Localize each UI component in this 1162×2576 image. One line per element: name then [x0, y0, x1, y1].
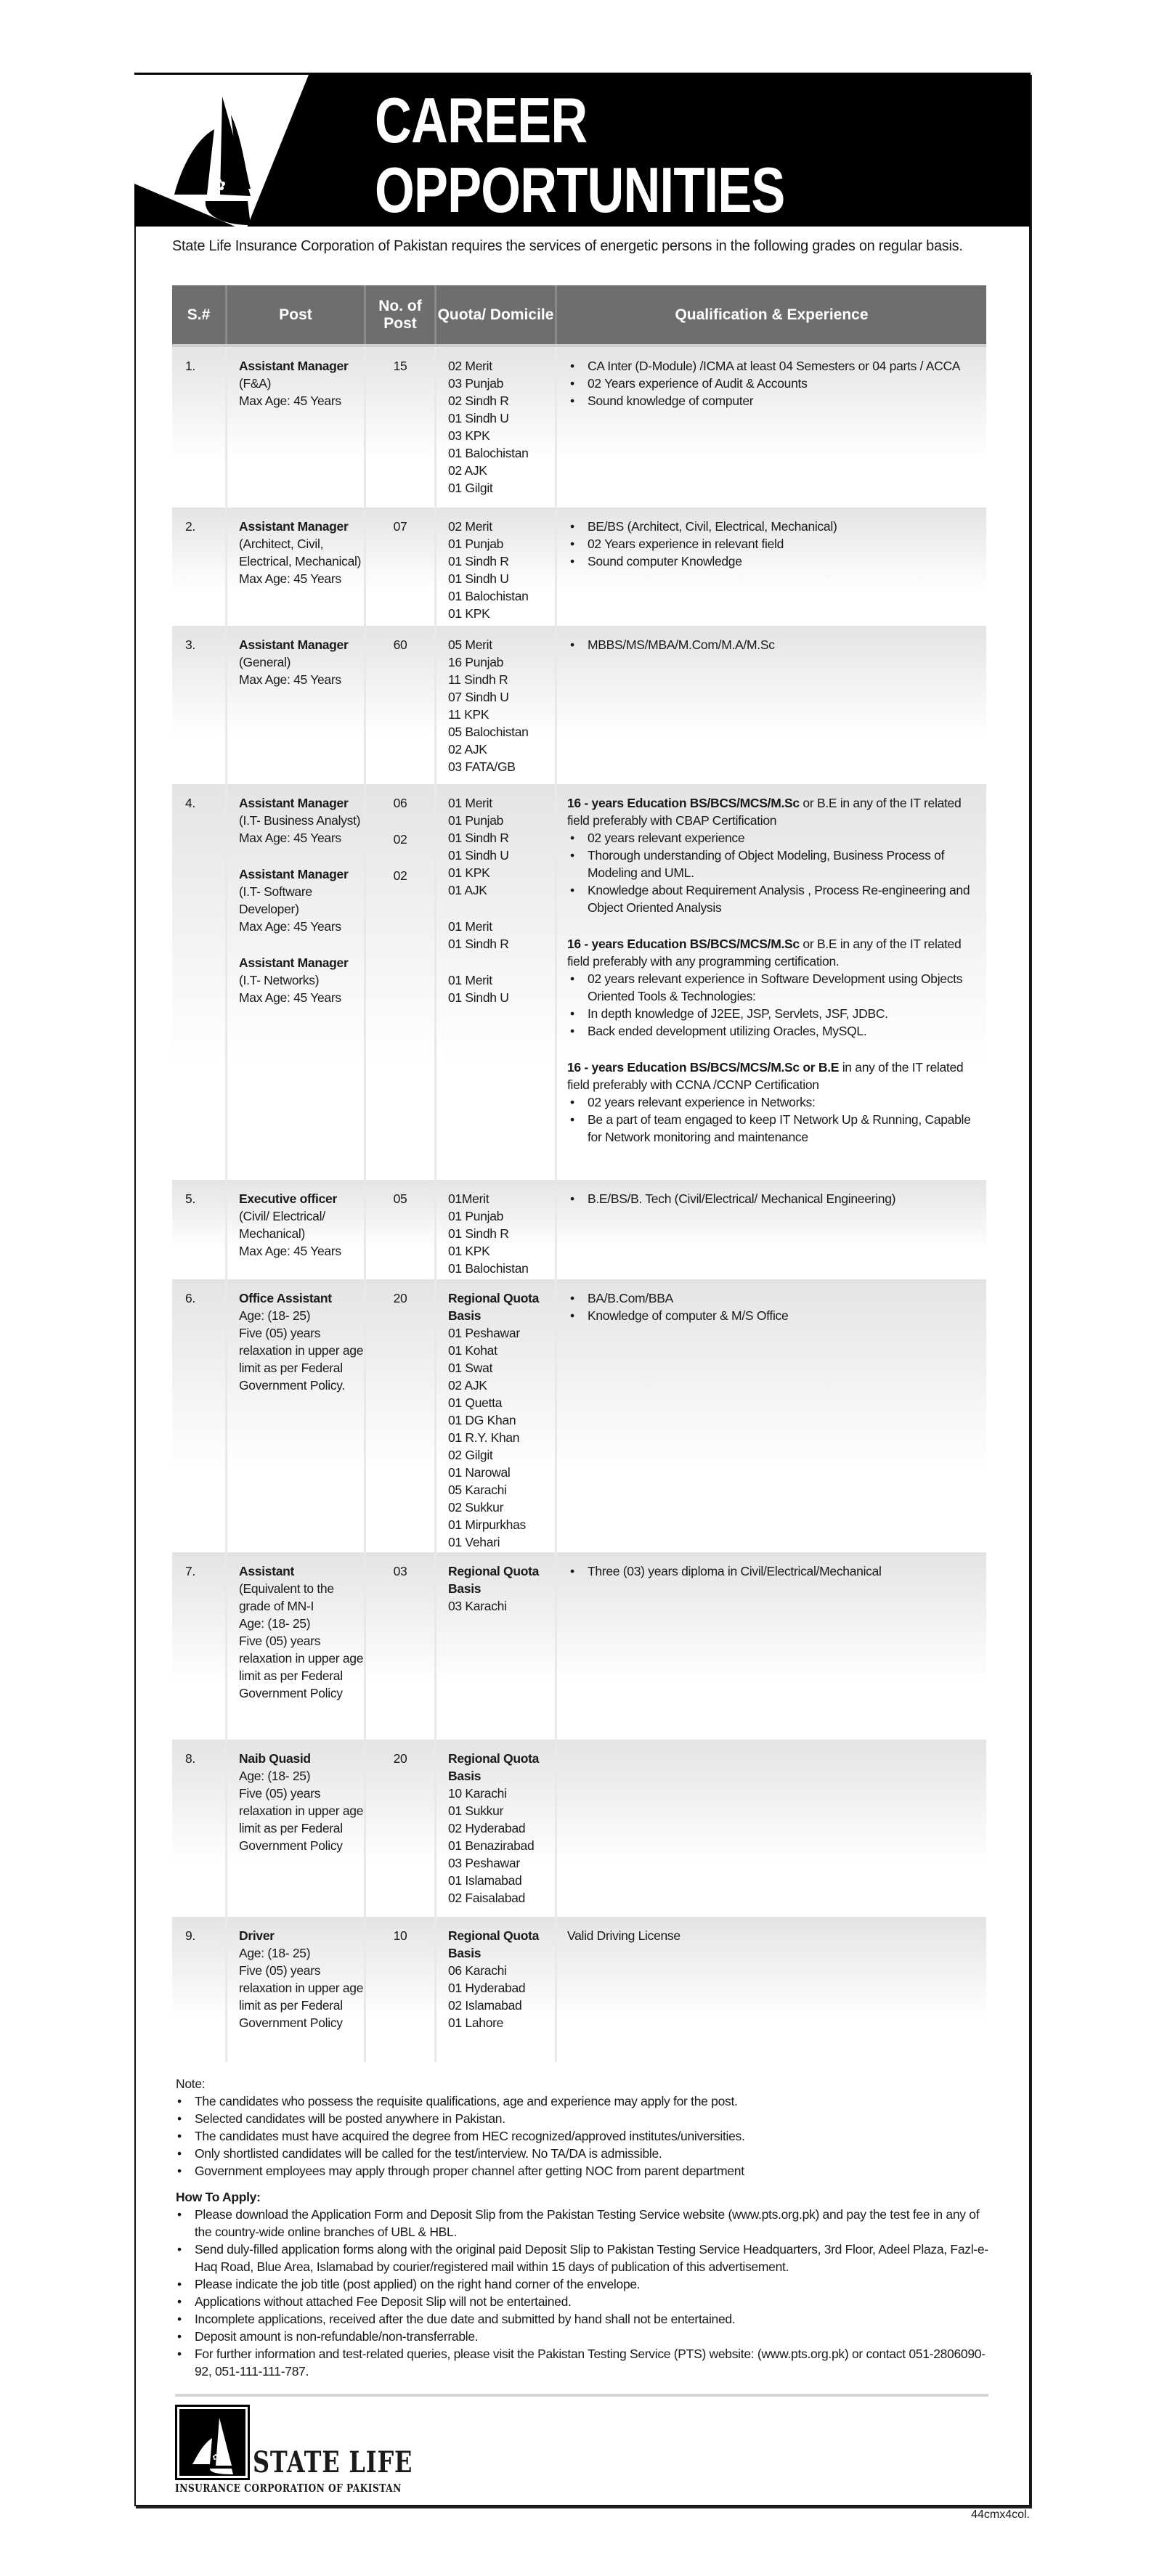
post-entry — [239, 865, 364, 935]
qualification-item: • 02 years relevant experience — [567, 829, 976, 847]
qualification-item: • 02 years relevant experience in Software Development using Objects Oriented Tools & Technologies: — [567, 970, 976, 1005]
post-detail: (Equivalent to the grade of MN-I — [239, 1581, 334, 1613]
qualification-item: • Knowledge of computer & M/S Office — [567, 1307, 976, 1324]
qualification-list — [567, 1190, 976, 1207]
quota-item: 01 Mirpurkhas — [448, 1517, 526, 1532]
qualification-cell — [557, 784, 986, 1180]
quota-entry — [448, 918, 555, 953]
quota-item: 01 Sindh R — [448, 937, 509, 951]
qualification-item: • B.E/BS/B. Tech (Civil/Electrical/ Mechanical Engineering) — [567, 1190, 976, 1207]
post-title: Office Assistant — [239, 1291, 332, 1305]
qualification-list — [567, 518, 976, 570]
post-count-cell — [366, 626, 436, 784]
quota-entry — [448, 518, 555, 622]
quota-item: 01 Narowal — [448, 1465, 511, 1480]
qualification-entry — [567, 1190, 976, 1207]
post-cell — [227, 1279, 366, 1552]
post-title: Assistant — [239, 1564, 295, 1578]
quota-item: 02 Faisalabad — [448, 1891, 526, 1905]
post-detail: Age: (18- 25) — [239, 1946, 311, 1960]
post-count: 10 — [393, 1928, 407, 1943]
post-detail: (General) — [239, 655, 291, 669]
quota-entry — [448, 1750, 555, 1907]
post-detail: (I.T- Software Developer) — [239, 884, 312, 916]
post-entry — [239, 1750, 364, 1854]
column-header-post: Post — [227, 285, 366, 344]
qualification-item: • MBBS/MS/MBA/M.Com/M.A/M.Sc — [567, 636, 976, 653]
table-row — [172, 784, 986, 1180]
post-detail: Five (05) years relaxation in upper age limit as per Federal Government Policy — [239, 1634, 364, 1700]
post-entry — [239, 518, 364, 587]
post-detail: Five (05) years relaxation in upper age limit as per Federal Government Policy — [239, 1963, 364, 2030]
post-title: Assistant Manager — [239, 637, 349, 652]
qualification-intro-text: or B.E in any of the IT related field preferably with any programming certification. — [567, 937, 962, 969]
post-detail: (I.T- Networks) — [239, 973, 320, 987]
post-detail: Max Age: 45 Years — [239, 571, 341, 586]
quota-item: 02 Sindh R — [448, 394, 509, 408]
svg-text:✿: ✿ — [212, 176, 227, 195]
qualification-item: • BE/BS (Architect, Civil, Electrical, Mechanical) — [567, 518, 976, 535]
quota-item: 01Merit — [448, 1191, 489, 1206]
quota-item: 01 Kohat — [448, 1343, 497, 1358]
qualification-item: • CA Inter (D-Module) /ICMA at least 04 Semesters or 04 parts / ACCA — [567, 357, 976, 375]
jobs-table — [172, 285, 986, 2062]
count-entry — [366, 831, 434, 848]
qualification-item: • Three (03) years diploma in Civil/Electrical/Mechanical — [567, 1562, 976, 1580]
count-entry — [366, 357, 434, 375]
quota-item: 11 Sindh R — [448, 672, 508, 687]
quota-item: 11 KPK — [448, 707, 489, 722]
post-detail: Age: (18- 25) — [239, 1616, 311, 1631]
how-to-apply-item: • Please download the Application Form and Deposit Slip from the Pakistan Testing Service website (www.pts.org.pk) and pay the test fee in any of the country-wide online branches of UBL & HBL. — [176, 2206, 989, 2241]
post-cell — [227, 1917, 366, 2062]
quota-item: 01 KPK — [448, 865, 490, 880]
qualification-item: • Be a part of team engaged to keep IT Network Up & Running, Capable for Network monitoring and maintenance — [567, 1111, 976, 1146]
how-to-apply-item: • Please indicate the job title (post applied) on the right hand corner of the envelope. — [176, 2275, 989, 2293]
qualification-intro-text: in any of the IT related field preferably with CCNA /CCNP Certification — [567, 1060, 964, 1092]
quota-entry — [448, 357, 555, 497]
footer-brand-subtitle: INSURANCE CORPORATION OF PAKISTAN — [175, 2482, 402, 2495]
quota-item: 01 Gilgit — [448, 481, 493, 495]
note-item: • The candidates who possess the requisite qualifications, age and experience may apply for the post. — [176, 2092, 989, 2110]
post-detail: Max Age: 45 Years — [239, 831, 341, 845]
quota-item: 07 Sindh U — [448, 690, 509, 704]
count-entry — [366, 1927, 434, 1944]
count-entry — [366, 1562, 434, 1580]
post-count: 60 — [393, 637, 407, 652]
quota-item: 10 Karachi — [448, 1786, 507, 1801]
count-entry — [366, 636, 434, 653]
table-row — [172, 508, 986, 626]
how-to-apply-item: • Applications without attached Fee Deposit Slip will not be entertained. — [176, 2293, 989, 2310]
quota-item: 01 Punjab — [448, 1209, 504, 1223]
quota-entry — [448, 971, 555, 1006]
post-count-cell — [366, 347, 436, 508]
post-count: 02 — [393, 832, 407, 847]
quota-item: 02 Gilgit — [448, 1448, 493, 1462]
title-line-1: CAREER — [375, 84, 588, 156]
quota-cell — [436, 1552, 557, 1740]
qualification-entry — [567, 1562, 976, 1580]
qualification-entry — [567, 935, 976, 1040]
post-cell — [227, 1180, 366, 1279]
qualification-intro — [567, 1059, 976, 1093]
quota-item: 01 Balochistan — [448, 1261, 529, 1276]
quota-item: 01 KPK — [448, 606, 490, 621]
post-title: Assistant Manager — [239, 867, 349, 881]
qualification-entry — [567, 636, 976, 653]
quota-item: 02 AJK — [448, 1378, 487, 1393]
table-row — [172, 1552, 986, 1740]
post-count: 20 — [393, 1751, 407, 1766]
how-to-apply-item: • For further information and test-related queries, please visit the Pakistan Testing Service (PTS) website: (www.pts.org.pk) or contact 051-2806090-92, 051-111-111-787. — [176, 2345, 989, 2380]
quota-item: 01 Punjab — [448, 813, 504, 828]
qualification-intro-bold: 16 - years Education BS/BCS/MCS/M.Sc — [567, 937, 800, 951]
how-to-apply-list — [176, 2206, 989, 2380]
table-row — [172, 347, 986, 508]
quota-item: 02 Islamabad — [448, 1998, 522, 2013]
quota-entry — [448, 1927, 555, 2031]
quota-item: 02 Sukkur — [448, 1500, 504, 1515]
post-title: Assistant Manager — [239, 796, 349, 810]
qualification-entry — [567, 518, 976, 570]
qualification-item: • Sound knowledge of computer — [567, 392, 976, 409]
post-cell — [227, 626, 366, 784]
serial-number-cell: 2. — [172, 508, 227, 626]
quota-header: Regional Quota Basis — [448, 1564, 540, 1596]
qualification-item: • Sound computer Knowledge — [567, 553, 976, 570]
post-entry — [239, 1190, 364, 1260]
qualification-cell — [557, 1552, 986, 1740]
quota-item: 03 FATA/GB — [448, 759, 516, 774]
notes-section — [176, 2075, 989, 2380]
post-detail: Max Age: 45 Years — [239, 919, 341, 934]
post-detail: Five (05) years relaxation in upper age limit as per Federal Government Policy — [239, 1786, 364, 1853]
quota-cell — [436, 1279, 557, 1552]
note-item: • Only shortlisted candidates will be called for the test/interview. No TA/DA is admissible. — [176, 2145, 989, 2162]
post-entry — [239, 636, 364, 688]
quota-cell — [436, 347, 557, 508]
state-life-logo-icon — [179, 2409, 245, 2476]
quota-entry — [448, 794, 555, 899]
qualification-list — [567, 1289, 976, 1324]
quota-item: 01 Sindh U — [448, 990, 509, 1005]
quota-item: 01 Peshawar — [448, 1326, 520, 1340]
quota-cell — [436, 784, 557, 1180]
qualification-list — [567, 1562, 976, 1580]
note-item: • Selected candidates will be posted anywhere in Pakistan. — [176, 2110, 989, 2127]
post-count: 07 — [393, 519, 407, 534]
post-detail: Age: (18- 25) — [239, 1769, 311, 1783]
quota-item: 16 Punjab — [448, 655, 504, 669]
post-entry — [239, 1289, 364, 1394]
serial-number-cell: 9. — [172, 1917, 227, 2062]
quota-item: 05 Karachi — [448, 1483, 507, 1497]
post-count: 02 — [393, 868, 407, 883]
page-title — [375, 86, 785, 225]
qualification-list — [567, 970, 976, 1040]
quota-item: 02 AJK — [448, 463, 487, 478]
post-detail: Age: (18- 25) — [239, 1308, 311, 1323]
qualification-entry — [567, 794, 976, 916]
quota-item: 01 AJK — [448, 883, 487, 897]
post-count: 15 — [393, 359, 407, 373]
serial-number-cell: 6. — [172, 1279, 227, 1552]
serial-number-cell: 5. — [172, 1180, 227, 1279]
qualification-cell — [557, 1180, 986, 1279]
quota-item: 06 Karachi — [448, 1963, 507, 1978]
note-item: • The candidates must have acquired the degree from HEC recognized/approved institutes/universities. — [176, 2127, 989, 2145]
quota-cell — [436, 626, 557, 784]
qualification-intro — [567, 935, 976, 970]
quota-header: Regional Quota Basis — [448, 1928, 540, 1960]
qualification-intro — [567, 794, 976, 829]
quota-item: 01 Merit — [448, 973, 492, 987]
table-row — [172, 1180, 986, 1279]
qualification-item: • In depth knowledge of J2EE, JSP, Servlets, JSF, JDBC. — [567, 1005, 976, 1022]
qualification-item: • 02 Years experience in relevant field — [567, 535, 976, 553]
qualification-intro-text: or B.E in any of the IT related field preferably with CBAP Certification — [567, 796, 962, 828]
quota-item: 01 Sindh R — [448, 1226, 509, 1241]
quota-item: 01 Benazirabad — [448, 1838, 535, 1853]
qualification-cell — [557, 1740, 986, 1917]
qualification-item: • 02 Years experience of Audit & Accounts — [567, 375, 976, 392]
quota-item: 01 Balochistan — [448, 446, 529, 460]
quota-item: 01 DG Khan — [448, 1413, 516, 1427]
post-detail: Max Age: 45 Years — [239, 990, 341, 1005]
quota-item: 05 Merit — [448, 637, 492, 652]
quota-item: 01 Balochistan — [448, 589, 529, 603]
post-count-cell — [366, 1180, 436, 1279]
quota-item: 01 Merit — [448, 919, 492, 934]
qualification-entry — [567, 1927, 976, 1944]
quota-item: 01 Quetta — [448, 1395, 503, 1410]
post-entry — [239, 357, 364, 409]
serial-number-cell: 1. — [172, 347, 227, 508]
post-cell — [227, 347, 366, 508]
post-cell — [227, 1740, 366, 1917]
serial-number-cell: 7. — [172, 1552, 227, 1740]
quota-item: 03 Peshawar — [448, 1856, 520, 1870]
post-title: Executive officer — [239, 1191, 337, 1206]
post-count-cell — [366, 784, 436, 1180]
qualification-item: • Knowledge about Requirement Analysis , Process Re-engineering and Object Oriented Analysis — [567, 881, 976, 916]
qualification-cell — [557, 347, 986, 508]
post-title: Assistant Manager — [239, 955, 349, 970]
quota-header: Regional Quota Basis — [448, 1291, 540, 1323]
serial-number-cell: 8. — [172, 1740, 227, 1917]
qualification-cell — [557, 626, 986, 784]
quota-entry — [448, 1562, 555, 1615]
count-entry — [366, 1289, 434, 1307]
quota-item: 01 R.Y. Khan — [448, 1430, 520, 1445]
quota-item: 01 Swat — [448, 1361, 493, 1375]
post-count-cell — [366, 1917, 436, 2062]
svg-text:✿: ✿ — [212, 2453, 219, 2462]
quota-item: 03 KPK — [448, 428, 490, 443]
qualification-intro-bold: 16 - years Education BS/BCS/MCS/M.Sc or B.E — [567, 1060, 840, 1075]
quota-cell — [436, 1917, 557, 2062]
qualification-intro-bold: 16 - years Education BS/BCS/MCS/M.Sc — [567, 796, 800, 810]
notes-heading: Note: — [176, 2076, 206, 2091]
how-to-apply-heading: How To Apply: — [176, 2190, 261, 2204]
post-title: Driver — [239, 1928, 275, 1943]
quota-item: 02 AJK — [448, 742, 487, 757]
quota-entry — [448, 1289, 555, 1551]
post-detail: Max Age: 45 Years — [239, 1244, 341, 1258]
column-header-qualification: Qualification & Experience — [675, 306, 869, 323]
intro-text: State Life Insurance Corporation of Pakistan requires the services of energetic persons in the following grades on regular basis. — [172, 238, 963, 254]
quota-cell — [436, 1180, 557, 1279]
quota-item: 01 Sukkur — [448, 1803, 504, 1818]
post-detail: (Civil/ Electrical/ Mechanical) — [239, 1209, 325, 1241]
qualification-list — [567, 636, 976, 653]
quota-item: 01 Lahore — [448, 2015, 504, 2030]
qualification-intro — [567, 1927, 976, 1944]
column-header-quota: Quota/ Domicile — [436, 285, 557, 344]
how-to-apply-item: • Incomplete applications, received after the due date and submitted by hand shall not be entertained. — [176, 2310, 989, 2328]
qualification-item: • 02 years relevant experience in Networks: — [567, 1093, 976, 1111]
table-row — [172, 626, 986, 784]
post-count-cell — [366, 508, 436, 626]
quota-item: 01 Merit — [448, 796, 492, 810]
post-count-cell — [366, 1279, 436, 1552]
post-title: Naib Quasid — [239, 1751, 311, 1766]
qualification-entry — [567, 1289, 976, 1324]
table-header — [172, 285, 986, 347]
qualification-list — [567, 357, 976, 409]
post-entry — [239, 954, 364, 1006]
count-entry — [366, 794, 434, 812]
post-cell — [227, 784, 366, 1180]
qualification-cell — [557, 1917, 986, 2062]
post-entry — [239, 1562, 364, 1702]
qualification-cell — [557, 1279, 986, 1552]
qualification-item: • Back ended development utilizing Oracles, MySQL. — [567, 1022, 976, 1040]
notes-list — [176, 2092, 989, 2180]
post-cell — [227, 1552, 366, 1740]
quota-item: 02 Merit — [448, 359, 492, 373]
table-row — [172, 1917, 986, 2062]
quota-item: 05 Balochistan — [448, 725, 529, 739]
footer-brand: STATE LIFE — [253, 2445, 413, 2479]
serial-number-cell: 4. — [172, 784, 227, 1180]
quota-item: 01 KPK — [448, 1244, 490, 1258]
state-life-logo-icon — [134, 73, 312, 234]
column-header-sn: S.# — [172, 285, 227, 344]
post-count: 20 — [393, 1291, 407, 1305]
qualification-list — [567, 829, 976, 916]
post-entry — [239, 1927, 364, 2031]
serial-number-cell: 3. — [172, 626, 227, 784]
quota-cell — [436, 1740, 557, 1917]
post-title: Assistant Manager — [239, 519, 349, 534]
post-detail: Max Age: 45 Years — [239, 672, 341, 687]
table-row — [172, 1740, 986, 1917]
quota-item: 02 Hyderabad — [448, 1821, 526, 1835]
post-cell — [227, 508, 366, 626]
quota-item: 01 Punjab — [448, 537, 504, 551]
how-to-apply-item: • Deposit amount is non-refundable/non-transferrable. — [176, 2328, 989, 2345]
quota-header: Regional Quota Basis — [448, 1751, 540, 1783]
count-entry — [366, 1750, 434, 1767]
qualification-item: • Thorough understanding of Object Modeling, Business Process of Modeling and UML. — [567, 847, 976, 881]
post-detail: (Architect, Civil, Electrical, Mechanical) — [239, 537, 362, 568]
quota-item: 01 Sindh U — [448, 848, 509, 863]
table-body — [172, 347, 986, 2062]
quota-item: 01 Sindh U — [448, 411, 509, 425]
post-count-cell — [366, 1552, 436, 1740]
footer-logo — [175, 2405, 250, 2480]
post-count: 03 — [393, 1564, 407, 1578]
count-entry — [366, 867, 434, 884]
quota-item: 03 Karachi — [448, 1599, 507, 1613]
quota-entry — [448, 1190, 555, 1277]
post-title: Assistant Manager — [239, 359, 349, 373]
post-entry — [239, 794, 364, 847]
quota-item: 02 Merit — [448, 519, 492, 534]
quota-item: 01 Vehari — [448, 1535, 500, 1549]
qualification-cell — [557, 508, 986, 626]
quota-item: 01 Hyderabad — [448, 1981, 526, 1995]
quota-item: 01 Sindh R — [448, 554, 509, 568]
post-detail: Max Age: 45 Years — [239, 394, 341, 408]
qualification-item: • BA/B.Com/BBA — [567, 1289, 976, 1307]
post-count-cell — [366, 1740, 436, 1917]
qualification-list — [567, 1093, 976, 1146]
how-to-apply-item: • Send duly-filled application forms along with the original paid Deposit Slip to Pakistan Testing Service Headquarters, 3rd Floor, Adeel Plaza, Fazl-e-Haq Road, Blue Area, Islamabad by courier/registered mail within 15 days of publication of this advertisement. — [176, 2241, 989, 2275]
quota-item: 01 Sindh U — [448, 571, 509, 586]
count-entry — [366, 518, 434, 535]
table-row — [172, 1279, 986, 1552]
count-entry — [366, 1190, 434, 1207]
qualification-intro-text: Valid Driving License — [567, 1928, 680, 1943]
ad-size-note: 44cmx4col. — [971, 2508, 1030, 2521]
quota-item: 01 Islamabad — [448, 1873, 522, 1888]
post-detail: (I.T- Business Analyst) — [239, 813, 361, 828]
qualification-entry — [567, 1059, 976, 1146]
column-header-count: No. of Post — [366, 285, 436, 344]
qualification-entry — [567, 357, 976, 409]
divider — [175, 2394, 988, 2397]
post-count: 06 — [393, 796, 407, 810]
post-detail: (F&A) — [239, 376, 272, 391]
post-count: 05 — [393, 1191, 407, 1206]
note-item: • Government employees may apply through proper channel after getting NOC from parent department — [176, 2162, 989, 2180]
title-line-2: OPPORTUNITIES — [375, 154, 785, 226]
quota-item: 01 Sindh R — [448, 831, 509, 845]
quota-item: 03 Punjab — [448, 376, 504, 391]
quota-cell — [436, 508, 557, 626]
post-detail: Five (05) years relaxation in upper age limit as per Federal Government Policy. — [239, 1326, 364, 1393]
quota-entry — [448, 636, 555, 775]
